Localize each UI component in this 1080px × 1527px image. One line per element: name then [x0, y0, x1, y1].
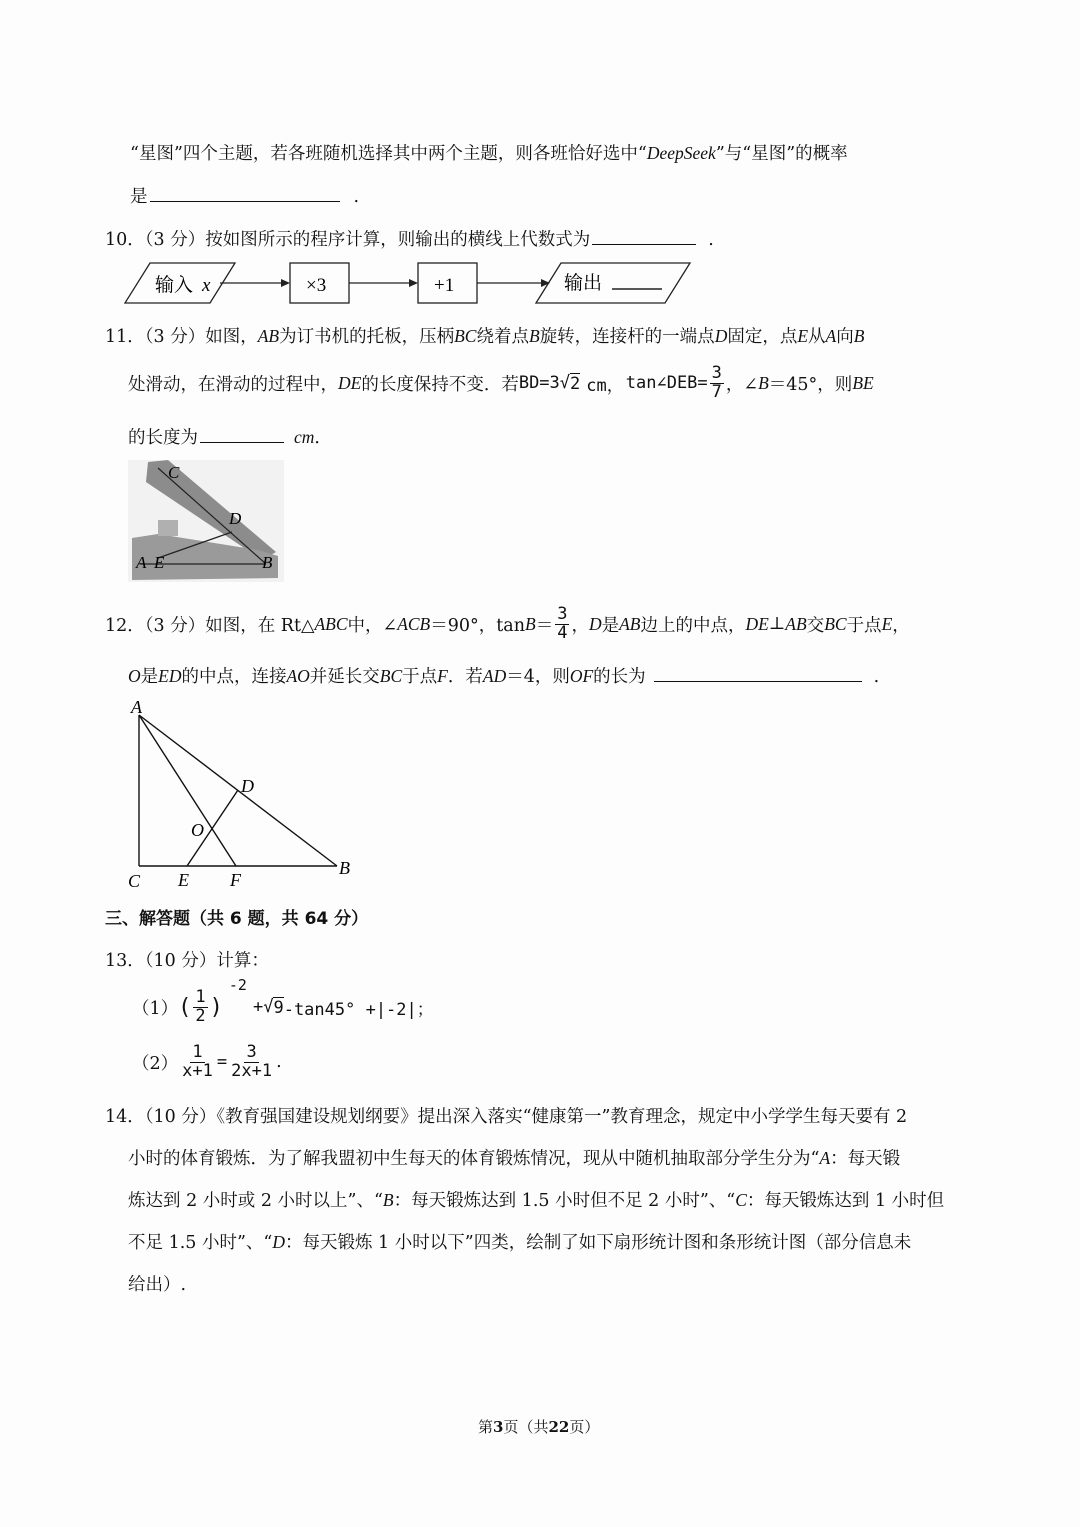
- q12-BC2: BC: [379, 666, 403, 686]
- q13-p2-equals: =: [216, 1052, 228, 1072]
- q11-tan-num: 3: [711, 362, 722, 383]
- q14-line1: 14．（10 分）《教育强国建设规划纲要》提出深入落实“健康第一”教育理念，规定中小学学生每天要有 2: [105, 1107, 908, 1127]
- q12-l1a: 12．（3 分）如图，在 Rt△: [105, 615, 315, 636]
- q14-line3: [128, 1187, 944, 1212]
- q11-D: D: [714, 326, 728, 346]
- q13-p2-num2: 3: [246, 1041, 257, 1062]
- q11-BE: BE: [852, 372, 874, 393]
- q11-stapler-figure: [128, 460, 284, 582]
- q9-line2-start: 是: [130, 187, 148, 207]
- q11-t1: 为订书机的托板，压柄: [279, 327, 455, 347]
- q11-t4: 固定，点: [727, 327, 798, 347]
- q12-l1c: ＝90°，tan: [430, 615, 526, 636]
- label-B: B: [262, 553, 273, 572]
- footer-pre: 第: [478, 1418, 494, 1436]
- q12-l2e: ．若: [447, 667, 483, 687]
- q12-E: E: [881, 613, 893, 634]
- q12-B: B: [525, 613, 536, 634]
- q13-p1-rest: -tan45° +|-2|；: [283, 999, 434, 1020]
- sqrt-sign-icon: √: [263, 997, 274, 1017]
- q11-t2: 绕着点: [476, 327, 529, 347]
- q12-eq: ＝: [535, 615, 554, 636]
- q12-DE: DE: [745, 613, 769, 634]
- q14-l2a: 小时的体育锻炼．为了解我盟初中生每天的体育锻炼情况，现从中随机抽取部分学生分为“: [128, 1149, 820, 1169]
- q10-text-line: [105, 226, 714, 251]
- q14-line2: [128, 1145, 900, 1170]
- q11-tan-den: 7: [711, 381, 722, 402]
- q11-line3: [128, 424, 332, 449]
- q11-BC: BC: [454, 326, 477, 346]
- q14-C: C: [735, 1190, 747, 1210]
- q12-l1e: 是: [601, 615, 620, 636]
- q12-D: D: [588, 613, 602, 634]
- footer-total-pages: 22: [548, 1418, 570, 1436]
- label-B: B: [339, 858, 350, 878]
- q12-AB2: AB: [785, 613, 807, 634]
- label-C: C: [128, 871, 141, 891]
- page-footer: [478, 1416, 599, 1437]
- q12-triangle-figure: [120, 695, 360, 895]
- label-C: C: [168, 463, 180, 482]
- q10-text: 10．（3 分）按如图所示的程序计算，则输出的横线上代数式为: [105, 230, 591, 250]
- q12-perp: ⊥: [768, 614, 786, 634]
- label-A: A: [136, 553, 147, 572]
- q11-angB: B: [758, 372, 769, 393]
- flow-times-label: ×3: [306, 275, 327, 296]
- q11-bd-value: BD=3: [518, 373, 560, 393]
- sqrt-sign-icon: √: [559, 373, 571, 393]
- q12-l1d: ，: [571, 615, 589, 636]
- q13-p2-fraction-left: [180, 1041, 215, 1081]
- q14-l3a: 炼达到 2 小时或 2 小时以上”、“: [128, 1191, 383, 1211]
- q11-line2: [128, 362, 874, 404]
- label-E: E: [154, 553, 165, 572]
- q12-tan-num: 3: [557, 603, 568, 624]
- q10-flowchart: [120, 255, 700, 311]
- q9-answer-blank[interactable]: [150, 200, 340, 202]
- q9-line1-end: ”与“星图”的概率: [715, 144, 848, 164]
- q14-D: D: [272, 1232, 285, 1252]
- q11-tan: tan∠DEB=: [625, 373, 708, 393]
- q13-part2: [132, 1038, 282, 1086]
- q12-l2d: 于点: [402, 667, 438, 687]
- section-heading: 三、解答题（共 6 题，共 64 分）: [105, 909, 369, 929]
- q11-E: E: [797, 326, 809, 346]
- q14-line5: 给出）.: [128, 1275, 187, 1295]
- q11-l2c: ，∠: [725, 374, 759, 395]
- q12-ACB: ACB: [397, 613, 431, 634]
- q14-B: B: [382, 1190, 394, 1210]
- q12-l1g: 交: [806, 615, 825, 636]
- q12-l2b: 的中点，连接: [181, 667, 287, 687]
- footer-page-number: 3: [493, 1418, 504, 1436]
- label-A: A: [131, 697, 142, 717]
- q9-line1: [130, 140, 848, 165]
- q12-answer-blank[interactable]: [654, 680, 862, 682]
- q13-p1-lparen: (: [178, 994, 192, 1020]
- q11-sqrt-radicand: 2: [570, 373, 581, 394]
- q11-t5: 从: [808, 327, 826, 347]
- q13-p1-den: 2: [195, 1005, 206, 1026]
- stapler-hinge: [158, 520, 178, 536]
- label-F: F: [230, 870, 241, 890]
- q12-line2: [128, 663, 879, 688]
- q12-l2c: 并延长交: [309, 667, 380, 687]
- q13-p1-label: （1）: [132, 998, 179, 1019]
- q9-line1-text: “星图”四个主题，若各班随机选择其中两个主题，则各班恰好选中“: [130, 144, 647, 164]
- q12-ED: ED: [158, 666, 182, 686]
- label-E: E: [178, 870, 189, 890]
- q13-p2-fraction-right: [229, 1041, 274, 1081]
- q11-B2: B: [853, 326, 865, 346]
- flow-output-label: 输出: [564, 273, 603, 294]
- q13-p1-radicand: 9: [273, 997, 284, 1018]
- q11-B: B: [528, 326, 540, 346]
- q12-l1h: 于点: [846, 615, 882, 636]
- label-O: O: [191, 820, 204, 840]
- q11-A: A: [825, 326, 837, 346]
- q12-l2g: 的长为: [593, 667, 646, 687]
- flow-arrowhead-1: [281, 279, 290, 287]
- q14-l3b: ：每天锻炼达到 1.5 小时但不足 2 小时”、“: [393, 1191, 736, 1211]
- q12-l1i: ，: [892, 615, 910, 636]
- q12-O: O: [128, 666, 141, 686]
- q9-line2: [130, 183, 359, 208]
- q14-l4a: 不足 1.5 小时”、“: [128, 1233, 273, 1253]
- footer-mid: 页（共: [503, 1418, 549, 1436]
- footer-post: 页）: [569, 1418, 600, 1436]
- q12-AD: AD: [482, 666, 507, 686]
- flow-output-box: [536, 263, 690, 303]
- q12-OF: OF: [569, 666, 594, 686]
- q12-F: F: [437, 666, 448, 686]
- q12-ABC: ABC: [314, 613, 348, 634]
- q9-deepseek: DeepSeek: [646, 143, 716, 163]
- q13-p2-label: （2）: [132, 1053, 179, 1074]
- flow-input-label: 输入: [155, 275, 194, 296]
- q11-t6: 向: [836, 327, 854, 347]
- flow-plus-label: +1: [434, 275, 455, 296]
- q13-p1-plus: +: [252, 997, 264, 1017]
- q13-p1-exponent: -2: [228, 976, 247, 994]
- q11-answer-blank[interactable]: [200, 441, 284, 443]
- q10-end: .: [708, 230, 714, 250]
- q13-p1-num: 1: [195, 986, 206, 1007]
- label-D: D: [241, 776, 254, 796]
- q12-line1: [105, 602, 910, 646]
- q12-end: .: [873, 667, 880, 687]
- q14-l2b: ：每天锻: [830, 1149, 901, 1169]
- q9-line2-end: .: [353, 187, 360, 207]
- q13-p2-end: .: [276, 1052, 282, 1072]
- q14-l3c: ：每天锻炼达到 1 小时但: [746, 1191, 945, 1211]
- q12-l1f: 边上的中点，: [640, 615, 746, 636]
- q11-cm-unit: cm: [294, 427, 315, 447]
- q13-p2-den1: x+1: [182, 1060, 213, 1081]
- q12-BC: BC: [824, 613, 847, 634]
- q11-t3: 旋转，连接杆的一端点: [539, 327, 715, 347]
- q12-AO: AO: [286, 666, 310, 686]
- q11-tan-fraction: [710, 362, 724, 402]
- q14-l4b: ：每天锻炼 1 小时以下”四类，绘制了如下扇形统计图和条形统计图（部分信息未: [285, 1233, 912, 1253]
- q11-AB: AB: [257, 326, 280, 346]
- q11-l3a: 的长度为: [128, 428, 198, 448]
- q12-tan-den: 4: [557, 622, 568, 643]
- label-D: D: [229, 509, 242, 528]
- q11-l3c: ．: [314, 428, 332, 448]
- flow-arrowhead-2: [409, 279, 418, 287]
- q13-part1: [132, 976, 434, 1030]
- q11-l2b: 的长度保持不变．若: [361, 374, 519, 395]
- flow-input-var: x: [202, 275, 211, 296]
- q10-answer-blank[interactable]: [592, 243, 696, 245]
- q13-p2-den2: 2x+1: [231, 1060, 273, 1081]
- segment-AF: [139, 715, 236, 866]
- q14-line4: [128, 1229, 911, 1254]
- q13-p1-rparen: ): [209, 994, 223, 1020]
- q12-l1b: 中，∠: [347, 615, 398, 636]
- q11-num: 11．（3 分）如图，: [105, 327, 258, 347]
- q11-line1: [105, 323, 864, 348]
- q11-DE: DE: [338, 372, 362, 393]
- q11-cm: cm，: [586, 375, 624, 396]
- q12-tan-fraction: [555, 603, 569, 643]
- q13-p1-fraction: [193, 986, 207, 1026]
- q12-l2f: ＝4，则: [506, 667, 570, 687]
- q11-l2a: 处滑动，在滑动的过程中，: [128, 374, 338, 395]
- q13-p2-num1: 1: [192, 1041, 203, 1062]
- q12-l2a: 是: [140, 667, 159, 687]
- q14-A: A: [819, 1148, 831, 1168]
- q12-AB: AB: [619, 613, 641, 634]
- q13-title: 13．（10 分）计算：: [105, 951, 269, 971]
- q11-l2d: ＝45°，则: [768, 374, 853, 395]
